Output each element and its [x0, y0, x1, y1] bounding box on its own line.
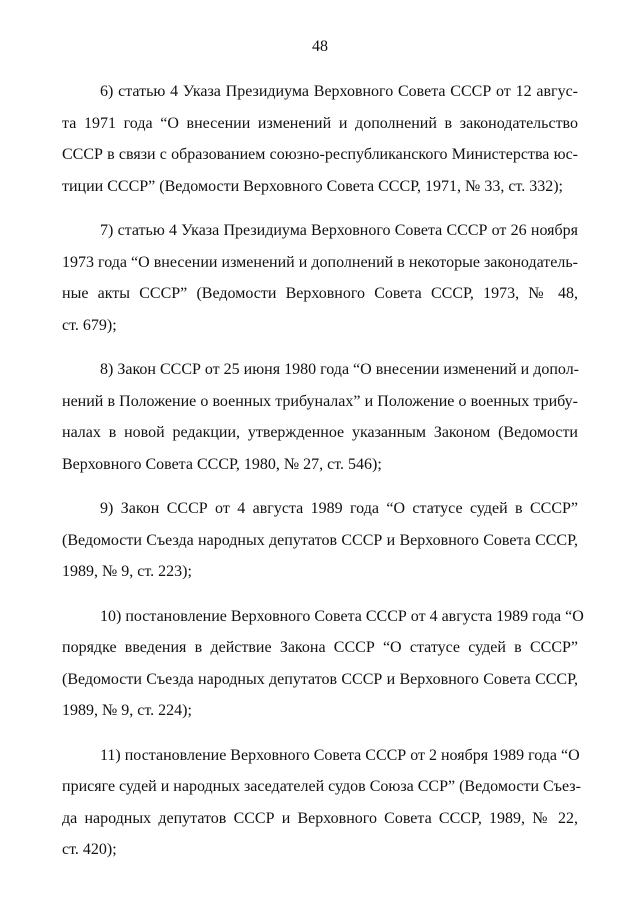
text-line: 1989, № 9, ст. 224); [62, 702, 192, 719]
text-line: СССР в связи с образованием союзно-республиканского Министерства юс- [62, 146, 578, 163]
text-line: тиции СССР” (Ведомости Верховного Совета СССР, 1971, № 33, ст. 332); [62, 177, 563, 195]
text-line: присяге судей и народных заседателей судов Союза ССР” (Ведомости Съез- [62, 778, 581, 795]
text-line: ст. 679); [62, 316, 117, 334]
text-line: та 1971 года “О внесении изменений и дополнений в законодательство [62, 114, 578, 132]
list-item [62, 215, 578, 341]
text-line: (Ведомости Съезда народных депутатов СССР и Верховного Совета СССР, [62, 531, 578, 549]
text-line: 1973 года “О внесении изменений и дополнений в некоторые законодатель- [62, 253, 578, 271]
list-item [62, 601, 584, 727]
list-item [62, 354, 578, 480]
text-line: 10) постановление Верховного Совета СССР от 4 августа 1989 года “О [100, 607, 584, 625]
text-line: Верховного Совета СССР, 1980, № 27, ст. 546); [62, 455, 382, 473]
text-line: 11) постановление Верховного Совета СССР от 2 ноября 1989 года “О [100, 746, 580, 764]
text-line: ные акты СССР” (Ведомости Верховного Совета СССР, 1973, № 48, [62, 285, 578, 302]
text-line: 7) статью 4 Указа Президиума Верховного Совета СССР от 26 ноября [100, 222, 578, 239]
text-line: (Ведомости Съезда народных депутатов СССР и Верховного Совета СССР, [62, 670, 578, 688]
list-item [62, 493, 578, 588]
text-line: 1989, № 9, ст. 223); [62, 563, 192, 580]
text-line: 9) Закон СССР от 4 августа 1989 года “О статусе судей в СССР” [100, 500, 578, 517]
page-number: 48 [312, 38, 328, 55]
text-line: 8) Закон СССР от 25 июня 1980 года “О внесении изменений и допол- [100, 361, 580, 378]
text-line: 6) статью 4 Указа Президиума Верховного Совета СССР от 12 авгус- [100, 83, 578, 100]
text-line: ст. 420); [62, 841, 117, 858]
text-line: нений в Положение о военных трибуналах” и Положение о военных трибу- [62, 392, 578, 410]
text-line: налах в новой редакции, утвержденное указанным Законом (Ведомости [62, 424, 578, 441]
document-body [62, 76, 584, 879]
text-line: да народных депутатов СССР и Верховного Совета СССР, 1989, № 22, [62, 809, 578, 827]
list-item [62, 740, 581, 866]
text-line: порядке введения в действие Закона СССР “О статусе судей в СССР” [62, 639, 578, 656]
list-item [62, 76, 578, 202]
